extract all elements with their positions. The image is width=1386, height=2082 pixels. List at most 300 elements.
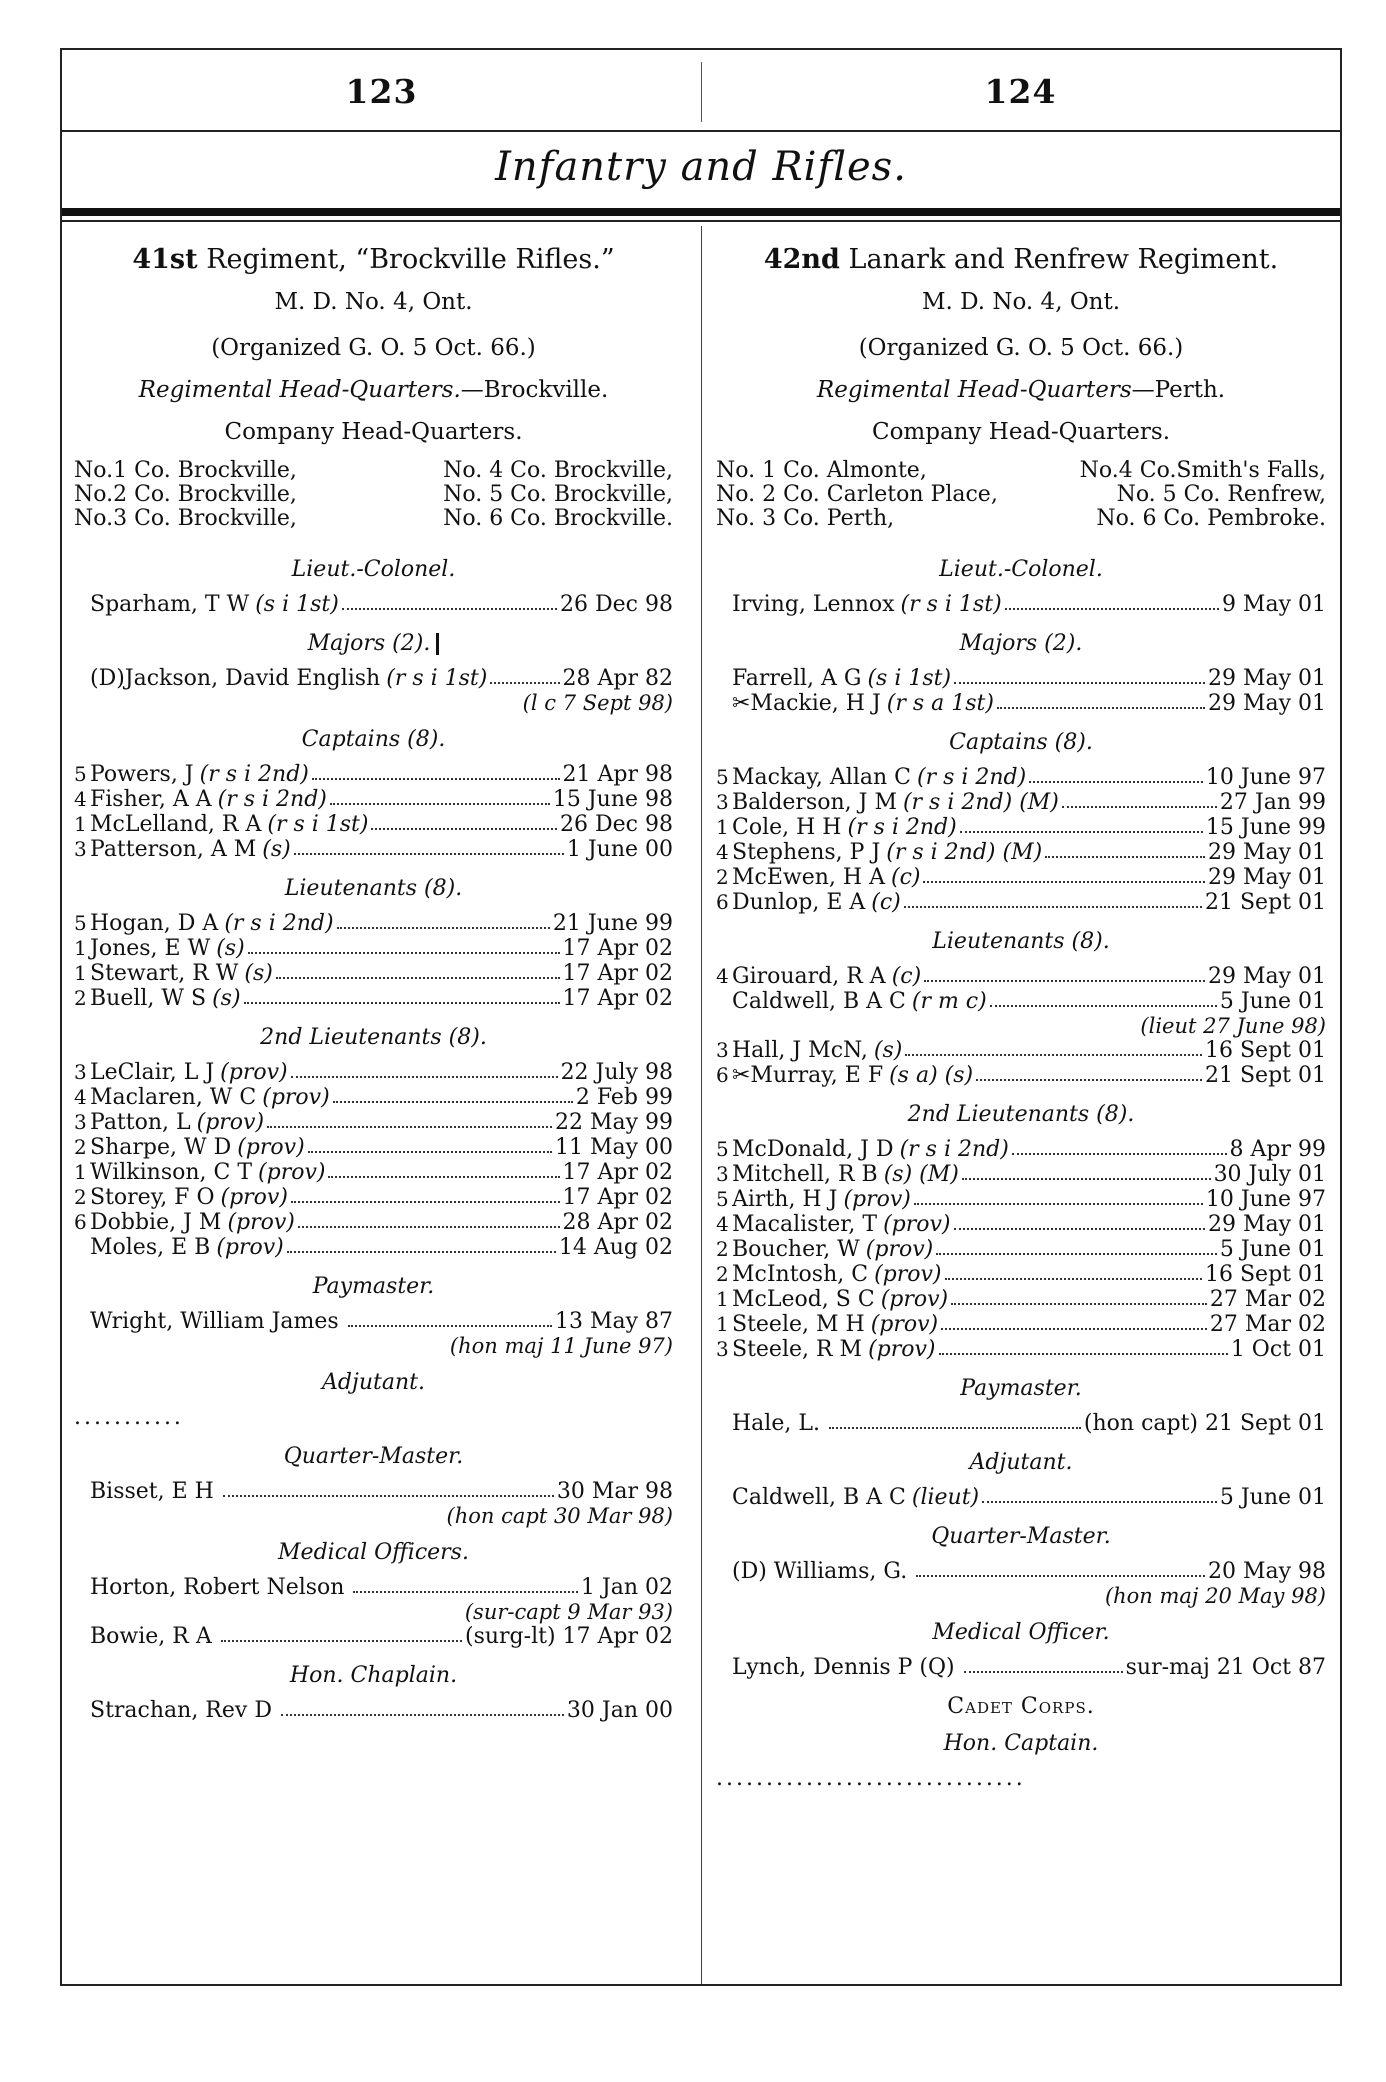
officer-entry: [74, 1235, 673, 1260]
appointment-date: 5 June 01: [1219, 989, 1326, 1014]
company-entry: No. 6 Co. Pembroke.: [1096, 506, 1326, 531]
officer-qualifications: (prov): [868, 1337, 936, 1362]
rhq-value: —Perth.: [1131, 377, 1226, 403]
company-number: 2: [716, 865, 729, 889]
officer-qualifications: (prov): [220, 1185, 288, 1210]
officer-name: Steele, R M: [732, 1337, 863, 1362]
dot-leader: [997, 707, 1205, 709]
organized-note: (Organized G. O. 5 Oct. 66.): [858, 335, 1184, 361]
officer-entry: [74, 1185, 673, 1210]
company-number: 3: [716, 790, 729, 814]
officer-name: Patton, L: [90, 1110, 191, 1135]
company-number: 3: [716, 1038, 729, 1062]
officer-qualifications: (s): [212, 986, 241, 1011]
officer-name: Lynch, Dennis P (Q): [732, 1655, 955, 1680]
officer-name: Mackay, Allan C: [732, 765, 911, 790]
section-2nd-lieutenants: 2nd Lieutenants (8).: [907, 1102, 1135, 1127]
dot-leader: [223, 1495, 554, 1497]
officer-entry: [74, 837, 673, 862]
appointment-date: 10 June 97: [1205, 765, 1326, 790]
top-rule: [62, 48, 1340, 50]
company-entry: No.1 Co. Brockville,: [74, 458, 297, 483]
rhq-label: Regimental Head-Quarters.: [138, 377, 461, 403]
officer-qualifications: (c): [891, 964, 922, 989]
company-number: 3: [74, 1110, 87, 1134]
company-number: 2: [716, 1237, 729, 1261]
officer-name: Stephens, P J: [732, 840, 881, 865]
appointment-date: 17 Apr 02: [562, 961, 673, 986]
page-number-right: 124: [984, 72, 1057, 111]
company-hq-label: Company Head-Quarters.: [871, 419, 1171, 445]
officer-entry: [74, 787, 673, 812]
company-row: [74, 507, 673, 531]
officer-entry: [74, 986, 673, 1011]
lieutenants-list: [716, 964, 1326, 1014]
appointment-date: 29 May 01: [1207, 691, 1326, 716]
officer-qualifications: (r s i 1st): [267, 812, 369, 837]
officer-qualifications: (r s i 2nd): [916, 765, 1027, 790]
officer-entry: [716, 1262, 1326, 1287]
appointment-date: 17 Apr 02: [562, 986, 673, 1011]
lt-colonel-list: [716, 592, 1326, 617]
medical-officer-list: [716, 1655, 1326, 1680]
appointment-date: 10 June 97: [1205, 1187, 1326, 1212]
officer-qualifications: (r s i 2nd): [199, 762, 309, 787]
officer-qualifications: (r s i 2nd): [217, 787, 327, 812]
company-number: 5: [716, 1187, 729, 1211]
dot-leader: [330, 803, 550, 805]
appointment-date: 22 May 99: [554, 1110, 673, 1135]
appointment-date: 1 Oct 01: [1230, 1337, 1326, 1362]
officer-name: McIntosh, C: [732, 1262, 869, 1287]
officer-entry: [74, 1085, 673, 1110]
officer-qualifications: (r s i 2nd) (M): [886, 840, 1043, 865]
appointment-date: 21 June 99: [552, 911, 673, 936]
officer-qualifications: (prov): [237, 1135, 305, 1160]
officer-name: Steele, M H: [732, 1312, 865, 1337]
company-number: 6: [74, 1210, 87, 1234]
officer-entry: [716, 666, 1326, 691]
quarter-master-note: (hon capt 30 Mar 98): [446, 1504, 673, 1528]
officer-name: Strachan, Rev D: [90, 1698, 272, 1723]
officer-entry: [716, 1212, 1326, 1237]
appointment-date: 9 May 01: [1221, 592, 1326, 617]
dot-leader: [276, 977, 560, 979]
section-majors: [74, 631, 673, 656]
regimental-hq: [74, 377, 673, 403]
thick-rule: [62, 208, 1340, 216]
company-number: 1: [716, 1312, 729, 1336]
officer-entry: [716, 989, 1326, 1014]
officer-qualifications: (s i 1st): [255, 592, 339, 617]
officer-name: Dunlop, E A: [732, 890, 866, 915]
officer-qualifications: (r s i 2nd): [224, 911, 334, 936]
officer-name: ✂Murray, E F: [732, 1063, 884, 1088]
officer-entry: [716, 1287, 1326, 1312]
officer-qualifications: (r s i 2nd) (M): [902, 790, 1059, 815]
regimental-hq: [716, 377, 1326, 403]
officer-entry: [716, 1137, 1326, 1162]
officer-name: Moles, E B: [90, 1235, 211, 1260]
company-number: 3: [716, 1337, 729, 1361]
company-number: 3: [716, 1162, 729, 1186]
dot-leader: [923, 881, 1204, 883]
quarter-master-list: [716, 1559, 1326, 1584]
officer-entry: [716, 1655, 1326, 1680]
officer-qualifications: (prov): [196, 1110, 265, 1135]
section-captains: Captains (8).: [949, 730, 1093, 755]
officer-name: Horton, Robert Nelson: [90, 1575, 345, 1600]
appointment-date: 15 June 98: [552, 787, 673, 812]
dot-leader: [328, 1176, 559, 1178]
section-majors: Majors (2).: [959, 631, 1083, 656]
regiment-42nd-column: [716, 238, 1326, 1805]
dot-leader: [348, 1325, 552, 1327]
dot-leader: [954, 1228, 1205, 1230]
company-number: 2: [74, 986, 87, 1010]
officer-name: Balderson, J M: [732, 790, 897, 815]
officer-qualifications: (prov): [220, 1060, 288, 1085]
officer-qualifications: (lieut): [911, 1485, 980, 1510]
officer-name: McLelland, R A: [90, 812, 262, 837]
officer-entry: [716, 691, 1326, 716]
appointment-date: 27 Mar 02: [1209, 1287, 1326, 1312]
appointment-date: 29 May 01: [1207, 840, 1326, 865]
company-entry: No.4 Co.Smith's Falls,: [1079, 458, 1326, 483]
dot-leader: [1012, 1153, 1227, 1155]
company-row: [716, 507, 1326, 531]
appointment-date: 16 Sept 01: [1205, 1262, 1326, 1287]
officer-name: Sparham, T W: [90, 592, 250, 617]
section-paymaster: Paymaster.: [960, 1376, 1082, 1401]
rhq-value: —Brockville.: [460, 377, 609, 403]
company-list: [716, 459, 1326, 531]
officer-qualifications: (prov): [870, 1312, 939, 1337]
dot-leader: [1029, 781, 1203, 783]
officer-qualifications: (s i 1st): [867, 666, 952, 691]
officer-name: Hogan, D A: [90, 911, 219, 936]
officer-entry: [74, 666, 673, 691]
officer-entry: [74, 1698, 673, 1723]
company-number: 2: [716, 1262, 729, 1286]
appointment-date: 5 June 01: [1219, 1485, 1326, 1510]
dot-leader: [294, 853, 564, 855]
appointment-date: 27 Jan 99: [1219, 790, 1326, 815]
section-quarter-master: Quarter-Master.: [931, 1524, 1111, 1549]
company-number: 1: [74, 936, 87, 960]
officer-entry: [74, 592, 673, 617]
section-lt-colonel: Lieut.-Colonel.: [291, 557, 456, 582]
dot-leader: [1045, 856, 1205, 858]
officer-entry: [716, 592, 1326, 617]
officer-name: Farrell, A G: [732, 666, 862, 691]
officer-qualifications: (prov): [258, 1160, 326, 1185]
officer-entry: [716, 790, 1326, 815]
section-medical-officer: Medical Officer.: [932, 1620, 1110, 1645]
officer-name: Wilkinson, C T: [90, 1160, 253, 1185]
adjutant-vacant: ...........: [74, 1405, 184, 1430]
company-entry: No. 5 Co. Brockville,: [443, 482, 673, 507]
company-number: 4: [716, 1212, 729, 1236]
dot-leader: [490, 682, 559, 684]
company-entry: No.2 Co. Brockville,: [74, 482, 297, 507]
officer-entry: [74, 1624, 673, 1649]
officer-entry: [74, 961, 673, 986]
officer-qualifications: (c): [871, 890, 901, 915]
officer-name: Caldwell, B A C: [732, 1485, 906, 1510]
dot-leader: [976, 1079, 1202, 1081]
officer-qualifications: (prov): [883, 1212, 951, 1237]
section-quarter-master: Quarter-Master.: [283, 1444, 464, 1469]
company-row: [74, 459, 673, 483]
appointment-date: 22 July 98: [560, 1060, 673, 1085]
company-number: 4: [716, 840, 729, 864]
appointment-date: 15 June 99: [1205, 815, 1326, 840]
dot-leader: [291, 1201, 560, 1203]
officer-entry: [716, 765, 1326, 790]
company-number: 6: [716, 1063, 729, 1087]
company-number: 5: [74, 911, 87, 935]
dot-leader: [291, 1076, 558, 1078]
dot-leader: [1005, 608, 1219, 610]
company-entry: No. 5 Co. Renfrew,: [1116, 482, 1326, 507]
dot-leader: [916, 1575, 1205, 1577]
appointment-date: 21 Sept 01: [1205, 890, 1326, 915]
officer-qualifications: (prov): [865, 1237, 934, 1262]
section-paymaster: Paymaster.: [312, 1274, 435, 1299]
company-number: 1: [74, 812, 87, 836]
section-chaplain: Hon. Chaplain.: [289, 1663, 458, 1688]
lieutenants-list-2: [716, 1038, 1326, 1088]
officer-name: Airth, H J: [732, 1187, 838, 1212]
company-number: 4: [74, 1085, 87, 1109]
officer-name: McEwen, H A: [732, 865, 885, 890]
officer-qualifications: (r m c): [911, 989, 987, 1014]
officer-name: (D)Jackson, David English: [90, 666, 381, 691]
page-number-left: 123: [345, 72, 418, 111]
officer-name: McDonald, J D: [732, 1137, 894, 1162]
appointment-date: 26 Dec 98: [560, 592, 673, 617]
officer-qualifications: (r s i 1st): [900, 592, 1002, 617]
officer-entry: [716, 1559, 1326, 1584]
section-captains: Captains (8).: [301, 727, 446, 752]
company-hq-label: Company Head-Quarters.: [224, 419, 523, 445]
thin-rule: [62, 220, 1340, 222]
officer-qualifications: (s): [873, 1038, 903, 1063]
appointment-date: 30 July 01: [1213, 1162, 1326, 1187]
officer-name: Bowie, R A: [90, 1624, 212, 1649]
officer-name: Jones, E W: [90, 936, 211, 961]
dot-leader: [267, 1126, 552, 1128]
appointment-date: 29 May 01: [1207, 865, 1326, 890]
dot-leader: [962, 1178, 1211, 1180]
header-rule: [62, 130, 1340, 132]
section-lieutenants: Lieutenants (8).: [284, 876, 463, 901]
officer-qualifications: (c): [890, 865, 921, 890]
dot-leader: [244, 1002, 560, 1004]
paymaster-note: (hon maj 11 June 97): [449, 1334, 673, 1358]
appointment-date: 20 May 98: [1207, 1559, 1326, 1584]
regiment-number: 42nd: [763, 244, 840, 275]
section-adjutant: Adjutant.: [322, 1370, 425, 1395]
appointment-date: 29 May 01: [1207, 964, 1326, 989]
medical-officers-list: [74, 1575, 673, 1600]
officer-entry: [74, 1575, 673, 1600]
appointment-date: 17 Apr 02: [562, 1160, 673, 1185]
officer-name: Boucher, W: [732, 1237, 860, 1262]
officer-entry: [74, 936, 673, 961]
bottom-rule: [62, 1984, 1340, 1986]
dot-leader: [982, 1501, 1217, 1503]
company-row: [74, 483, 673, 507]
officer-qualifications: (prov): [880, 1287, 949, 1312]
hon-captain-vacant: ...............................: [716, 1766, 1026, 1791]
dot-leader: [960, 831, 1203, 833]
company-entry: No. 4 Co. Brockville,: [443, 458, 673, 483]
officer-entry: [716, 1187, 1326, 1212]
officer-qualifications: (r s i 2nd): [899, 1137, 1009, 1162]
officer-entry: [716, 1063, 1326, 1088]
officer-name: Girouard, R A: [732, 964, 886, 989]
dot-leader: [941, 1328, 1207, 1330]
company-number: 1: [716, 1287, 729, 1311]
officer-entry: [716, 890, 1326, 915]
appointment-date: 26 Dec 98: [560, 812, 673, 837]
captains-list: [74, 762, 673, 862]
officer-qualifications: (prov): [843, 1187, 911, 1212]
section-hon-captain: Hon. Captain.: [943, 1731, 1099, 1756]
appointment-date: 17 Apr 02: [562, 936, 673, 961]
officer-entry: [716, 865, 1326, 890]
appointment-date: 1 Jan 02: [580, 1575, 673, 1600]
appointment-date: 11 May 00: [554, 1135, 673, 1160]
appointment-date: 2 Feb 99: [575, 1085, 673, 1110]
officer-qualifications: (prov): [227, 1210, 295, 1235]
company-row: [716, 483, 1326, 507]
dot-leader: [936, 1253, 1217, 1255]
medical-note: (sur-capt 9 Mar 93): [464, 1600, 673, 1624]
paymaster-list: [74, 1309, 673, 1334]
dot-leader: [829, 1427, 1081, 1429]
appointment-date: 30 Jan 00: [566, 1698, 673, 1723]
military-district: M. D. No. 4, Ont.: [274, 289, 473, 315]
dot-leader: [298, 1226, 560, 1228]
officer-name: Fisher, A A: [90, 787, 212, 812]
appointment-date: 13 May 87: [554, 1309, 673, 1334]
dot-leader: [337, 927, 550, 929]
regiment-name: Regiment, “Brockville Rifles.”: [206, 244, 615, 275]
officer-qualifications: (prov): [262, 1085, 330, 1110]
officer-name: Mitchell, R B: [732, 1162, 878, 1187]
officer-entry: [716, 1162, 1326, 1187]
appointment-date: 17 Apr 02: [562, 1185, 673, 1210]
section-adjutant: Adjutant.: [969, 1450, 1073, 1475]
officer-name: Hale, L.: [732, 1411, 820, 1436]
officer-name: ✂Mackie, H J: [732, 691, 881, 716]
appointment-date: 14 Aug 02: [558, 1235, 673, 1260]
officer-qualifications: (r s i 1st): [386, 666, 488, 691]
officer-qualifications: (s): [244, 961, 273, 986]
officer-entry: [74, 812, 673, 837]
section-medical-officers: Medical Officers.: [278, 1540, 469, 1565]
officer-name: Patterson, A M: [90, 837, 257, 862]
company-number: 1: [716, 815, 729, 839]
appointment-date: 5 June 01: [1219, 1237, 1326, 1262]
margin-mark: [436, 633, 439, 655]
dot-leader: [248, 952, 560, 954]
appointment-date: 27 Mar 02: [1209, 1312, 1326, 1337]
second-lieutenants-list: [74, 1060, 673, 1260]
officer-name: Caldwell, B A C: [732, 989, 906, 1014]
officer-entry: [716, 964, 1326, 989]
dot-leader: [904, 906, 1202, 908]
appointment-date: (surg-lt) 17 Apr 02: [465, 1624, 673, 1649]
officer-name: (D) Williams, G.: [732, 1559, 908, 1584]
officer-name: Macalister, T: [732, 1212, 878, 1237]
medical-officers-list-2: [74, 1624, 673, 1649]
officer-entry: [74, 762, 673, 787]
regiment-number: 41st: [132, 244, 198, 275]
officer-entry: [716, 1312, 1326, 1337]
officer-qualifications: (s): [216, 936, 245, 961]
company-number: 5: [716, 765, 729, 789]
company-row: [716, 459, 1326, 483]
company-entry: No. 1 Co. Almonte,: [716, 458, 927, 483]
officer-entry: [74, 1060, 673, 1085]
company-number: 6: [716, 890, 729, 914]
company-number: 2: [74, 1135, 87, 1159]
officer-name: Sharpe, W D: [90, 1135, 232, 1160]
dot-leader: [371, 828, 557, 830]
officer-name: Dobbie, J M: [90, 1210, 222, 1235]
appointment-date: sur-maj 21 Oct 87: [1125, 1655, 1326, 1680]
regiment-name: Lanark and Renfrew Regiment.: [848, 244, 1279, 275]
officer-qualifications: (s): [262, 837, 291, 862]
company-entry: No. 3 Co. Perth,: [716, 506, 895, 531]
dot-leader: [281, 1714, 564, 1716]
majors-note: (l c 7 Sept 98): [522, 691, 673, 715]
company-number: 1: [74, 961, 87, 985]
column-divider: [701, 226, 702, 1986]
dot-leader: [221, 1640, 462, 1642]
appointment-date: 29 May 01: [1207, 666, 1326, 691]
appointment-date: 28 Apr 02: [562, 1210, 673, 1235]
appointment-date: 16 Sept 01: [1205, 1038, 1326, 1063]
paymaster-list: [716, 1411, 1326, 1436]
officer-qualifications: (r s a 1st): [886, 691, 994, 716]
section-2nd-lieutenants: 2nd Lieutenants (8).: [260, 1025, 487, 1050]
dot-leader: [924, 980, 1205, 982]
officer-entry: [716, 840, 1326, 865]
military-district: M. D. No. 4, Ont.: [921, 289, 1121, 315]
dot-leader: [342, 608, 557, 610]
officer-entry: [74, 1309, 673, 1334]
second-lieutenants-list: [716, 1137, 1326, 1362]
regiment-heading: [74, 244, 673, 275]
page-title: Infantry and Rifles.: [495, 144, 907, 190]
officer-entry: [74, 1160, 673, 1185]
dot-leader: [905, 1054, 1202, 1056]
officer-name: LeClair, L J: [90, 1060, 215, 1085]
officer-name: Cole, H H: [732, 815, 842, 840]
officer-entry: [74, 1479, 673, 1504]
company-number: 3: [74, 837, 87, 861]
adjutant-list: [716, 1485, 1326, 1510]
company-number: 5: [716, 1137, 729, 1161]
company-number: 4: [74, 787, 87, 811]
officer-name: Wright, William James: [90, 1309, 339, 1334]
dot-leader: [308, 1151, 552, 1153]
